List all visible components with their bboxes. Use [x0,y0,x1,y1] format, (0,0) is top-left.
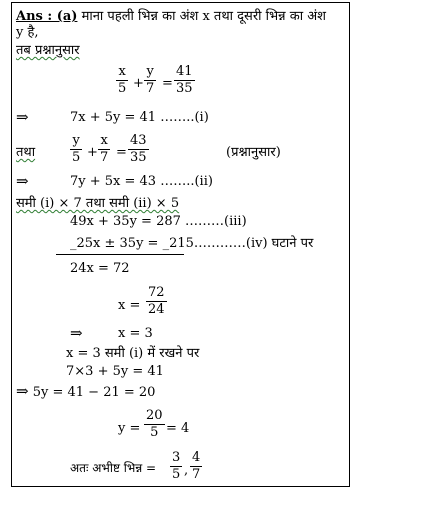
plus-sign-2: + [87,145,98,160]
subtraction-line [56,254,184,255]
multiply-step: समी (i) × 7 तथा समी (ii) × 5 [16,196,180,211]
tatha-label: तथा [16,145,36,160]
equation-iv: _25x ± 35y = _215…………(iv) घटाने पर [70,236,314,251]
substitute-equation: 7×3 + 5y = 41 [66,364,164,379]
x-result: x = 3 [118,326,153,341]
equation-ii: 7y + 5x = 43 ……..(ii) [70,174,213,189]
fraction-x-5: x 5 [118,64,127,96]
y-result: = 4 [166,421,190,436]
equation-iii: 49x + 35y = 287 ………(iii) [70,214,247,229]
solution-box [11,2,350,487]
fraction-20-5: 20 5 [146,408,163,440]
y-equals: y = [118,421,141,436]
equals-sign-2: = [116,145,127,160]
substitute-step: x = 3 समी (i) में रखने पर [66,346,200,361]
fraction-y-7: y 7 [146,64,155,96]
implies-arrow-3: ⇒ [70,324,83,342]
fraction-4-7: 4 7 [192,450,201,482]
x-equals: x = [118,298,141,313]
equals-sign: = [162,76,173,91]
implies-arrow-2: ⇒ [16,172,29,190]
answer-intro: माना पहली भिन्न का अंश x तथा दूसरी भिन्न का अंश [81,9,326,24]
answer-intro-cont: y है, [16,25,39,40]
fraction-41-35: 41 35 [176,64,193,96]
fraction-3-5: 3 5 [172,450,181,482]
fraction-x-7: x 7 [100,133,109,165]
y-step: ⇒ 5y = 41 − 21 = 20 [16,382,156,400]
plus-sign: + [133,76,144,91]
answer-label: Ans : (a) [16,9,78,24]
final-label: अतः अभीष्ट भिन्न = [70,461,157,475]
fraction-43-35: 43 35 [130,133,147,165]
implies-arrow: ⇒ [16,108,29,126]
answer-line [16,9,326,24]
fraction-y-5: y 5 [72,133,81,165]
given-text: तब प्रश्नानुसार [16,43,80,58]
comma: , [184,463,189,478]
equation-i: 7x + 5y = 41 ……..(i) [70,110,209,125]
fraction-72-24: 72 24 [148,285,165,317]
given-note: (प्रश्नानुसार) [226,145,281,160]
equation-24x: 24x = 72 [70,261,130,276]
